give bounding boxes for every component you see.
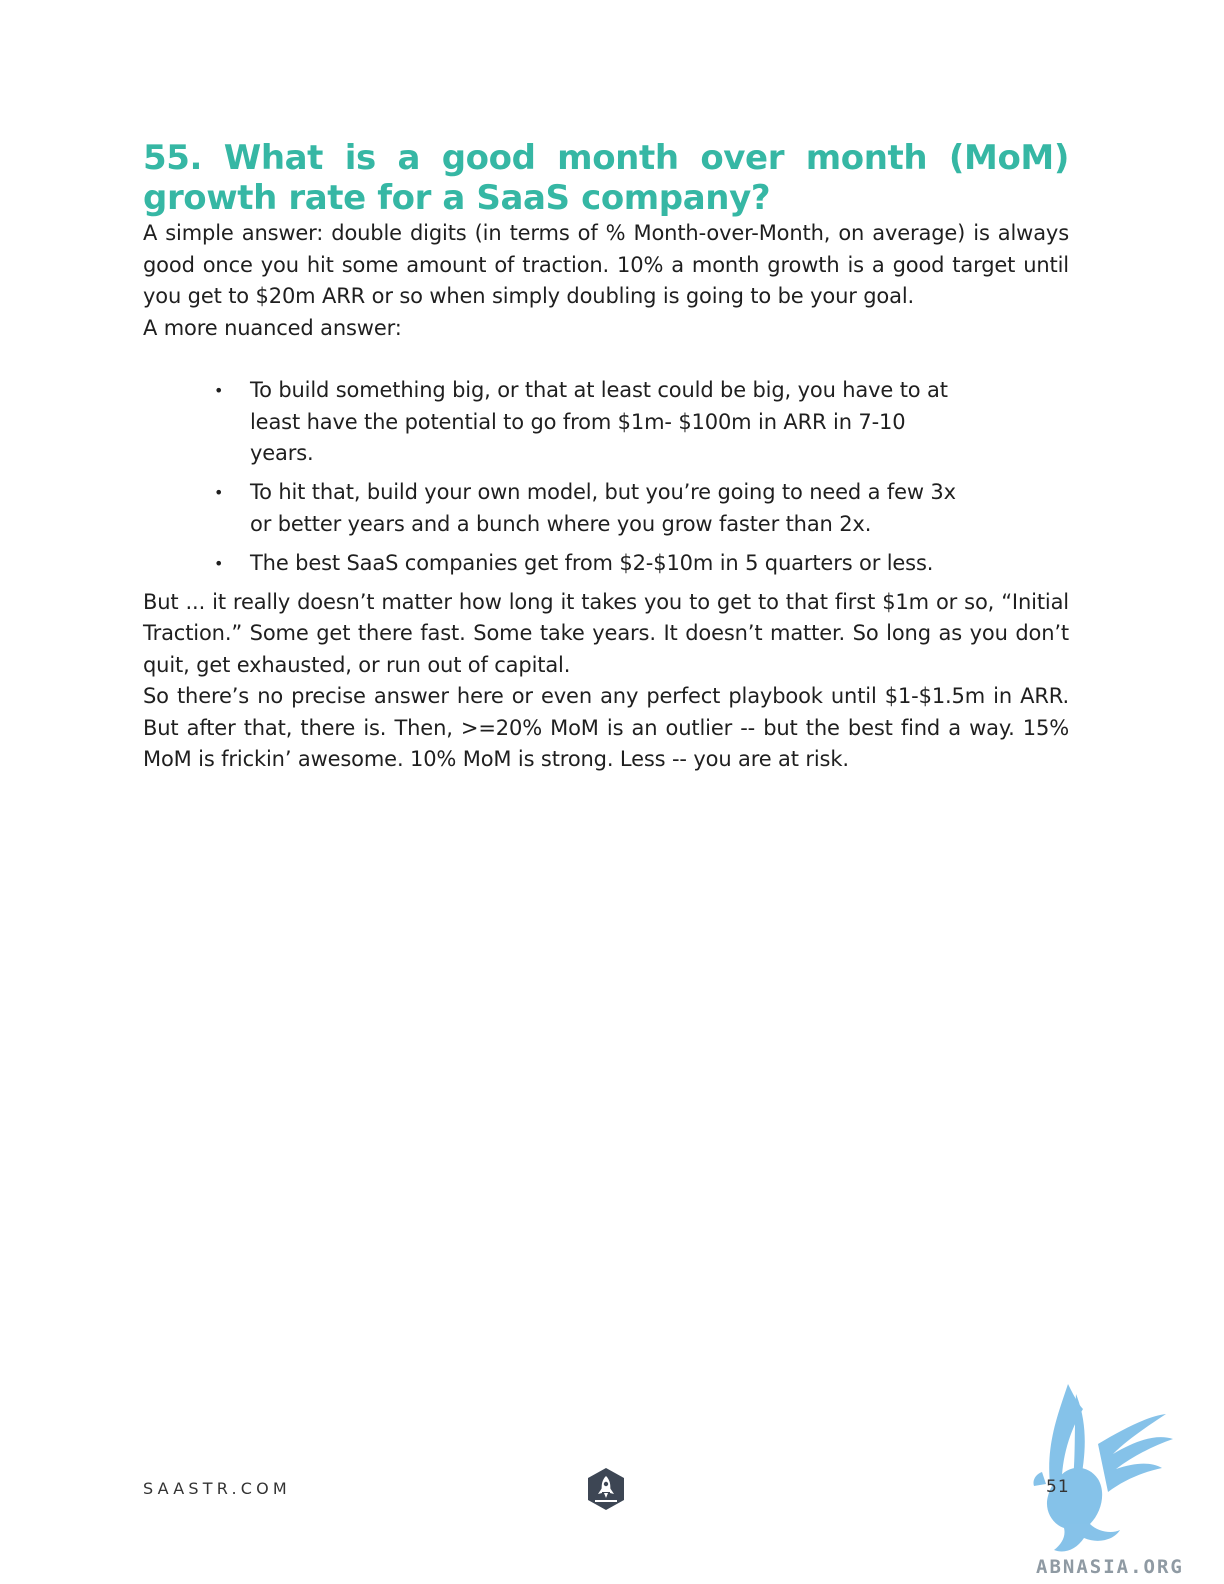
paragraph-conclusion: So there’s no precise answer here or even any perfect playbook until $1-$1.5m in ARR. But after that, there is. Then, >=20% MoM is an outlier -- but the best find a way. 15% MoM is frickin’ awesome. 10% MoM is strong. Less -- you are at risk.: [143, 684, 1069, 771]
paragraph-nuanced-intro: A more nuanced answer:: [143, 315, 402, 340]
main-content: [143, 138, 1069, 776]
page-number: 51: [1046, 1477, 1070, 1497]
rocket-hexagon-icon: [586, 1467, 626, 1511]
list-item: [214, 477, 970, 540]
list-item: [214, 375, 970, 470]
page-title: 55. What is a good month over month (MoM) growth rate for a SaaS company?: [143, 138, 1069, 218]
watermark-text: ABNASIA.ORG: [1036, 1556, 1184, 1578]
footer-site-link[interactable]: SAASTR.COM: [143, 1479, 291, 1498]
bullet-dot: •: [214, 553, 224, 573]
paragraph-initial-traction: But ... it really doesn’t matter how long it takes you to get to that first $1m or so, “Initial Traction.” Some get there fast. Some take years. It doesn’t matter. So long as you don’t quit, get exhausted, or run out of capital.: [143, 589, 1069, 677]
bullet-list: [143, 375, 970, 579]
bullet-dot: •: [214, 483, 224, 502]
paragraph-simple-answer: A simple answer: double digits (in terms of % Month-over-Month, on average) is always good once you hit some amount of traction. 10% a month growth is a good target until you get to $20m ARR or so when simply doubling is going to be your goal.: [143, 221, 1069, 308]
list-item-text: The best SaaS companies get from $2-$10m in 5 quarters or less.: [250, 550, 934, 575]
list-item: [214, 548, 970, 580]
bullet-dot: •: [214, 381, 224, 400]
list-item-text: To hit that, build your own model, but you’re going to need a few 3x or better years and a bunch where you grow faster than 2x.: [250, 480, 956, 536]
griffin-icon: [1028, 1384, 1218, 1564]
list-item-text: To build something big, or that at least could be big, you have to at least have the potential to go from $1m- $100m in ARR in 7-10 years.: [250, 378, 948, 465]
